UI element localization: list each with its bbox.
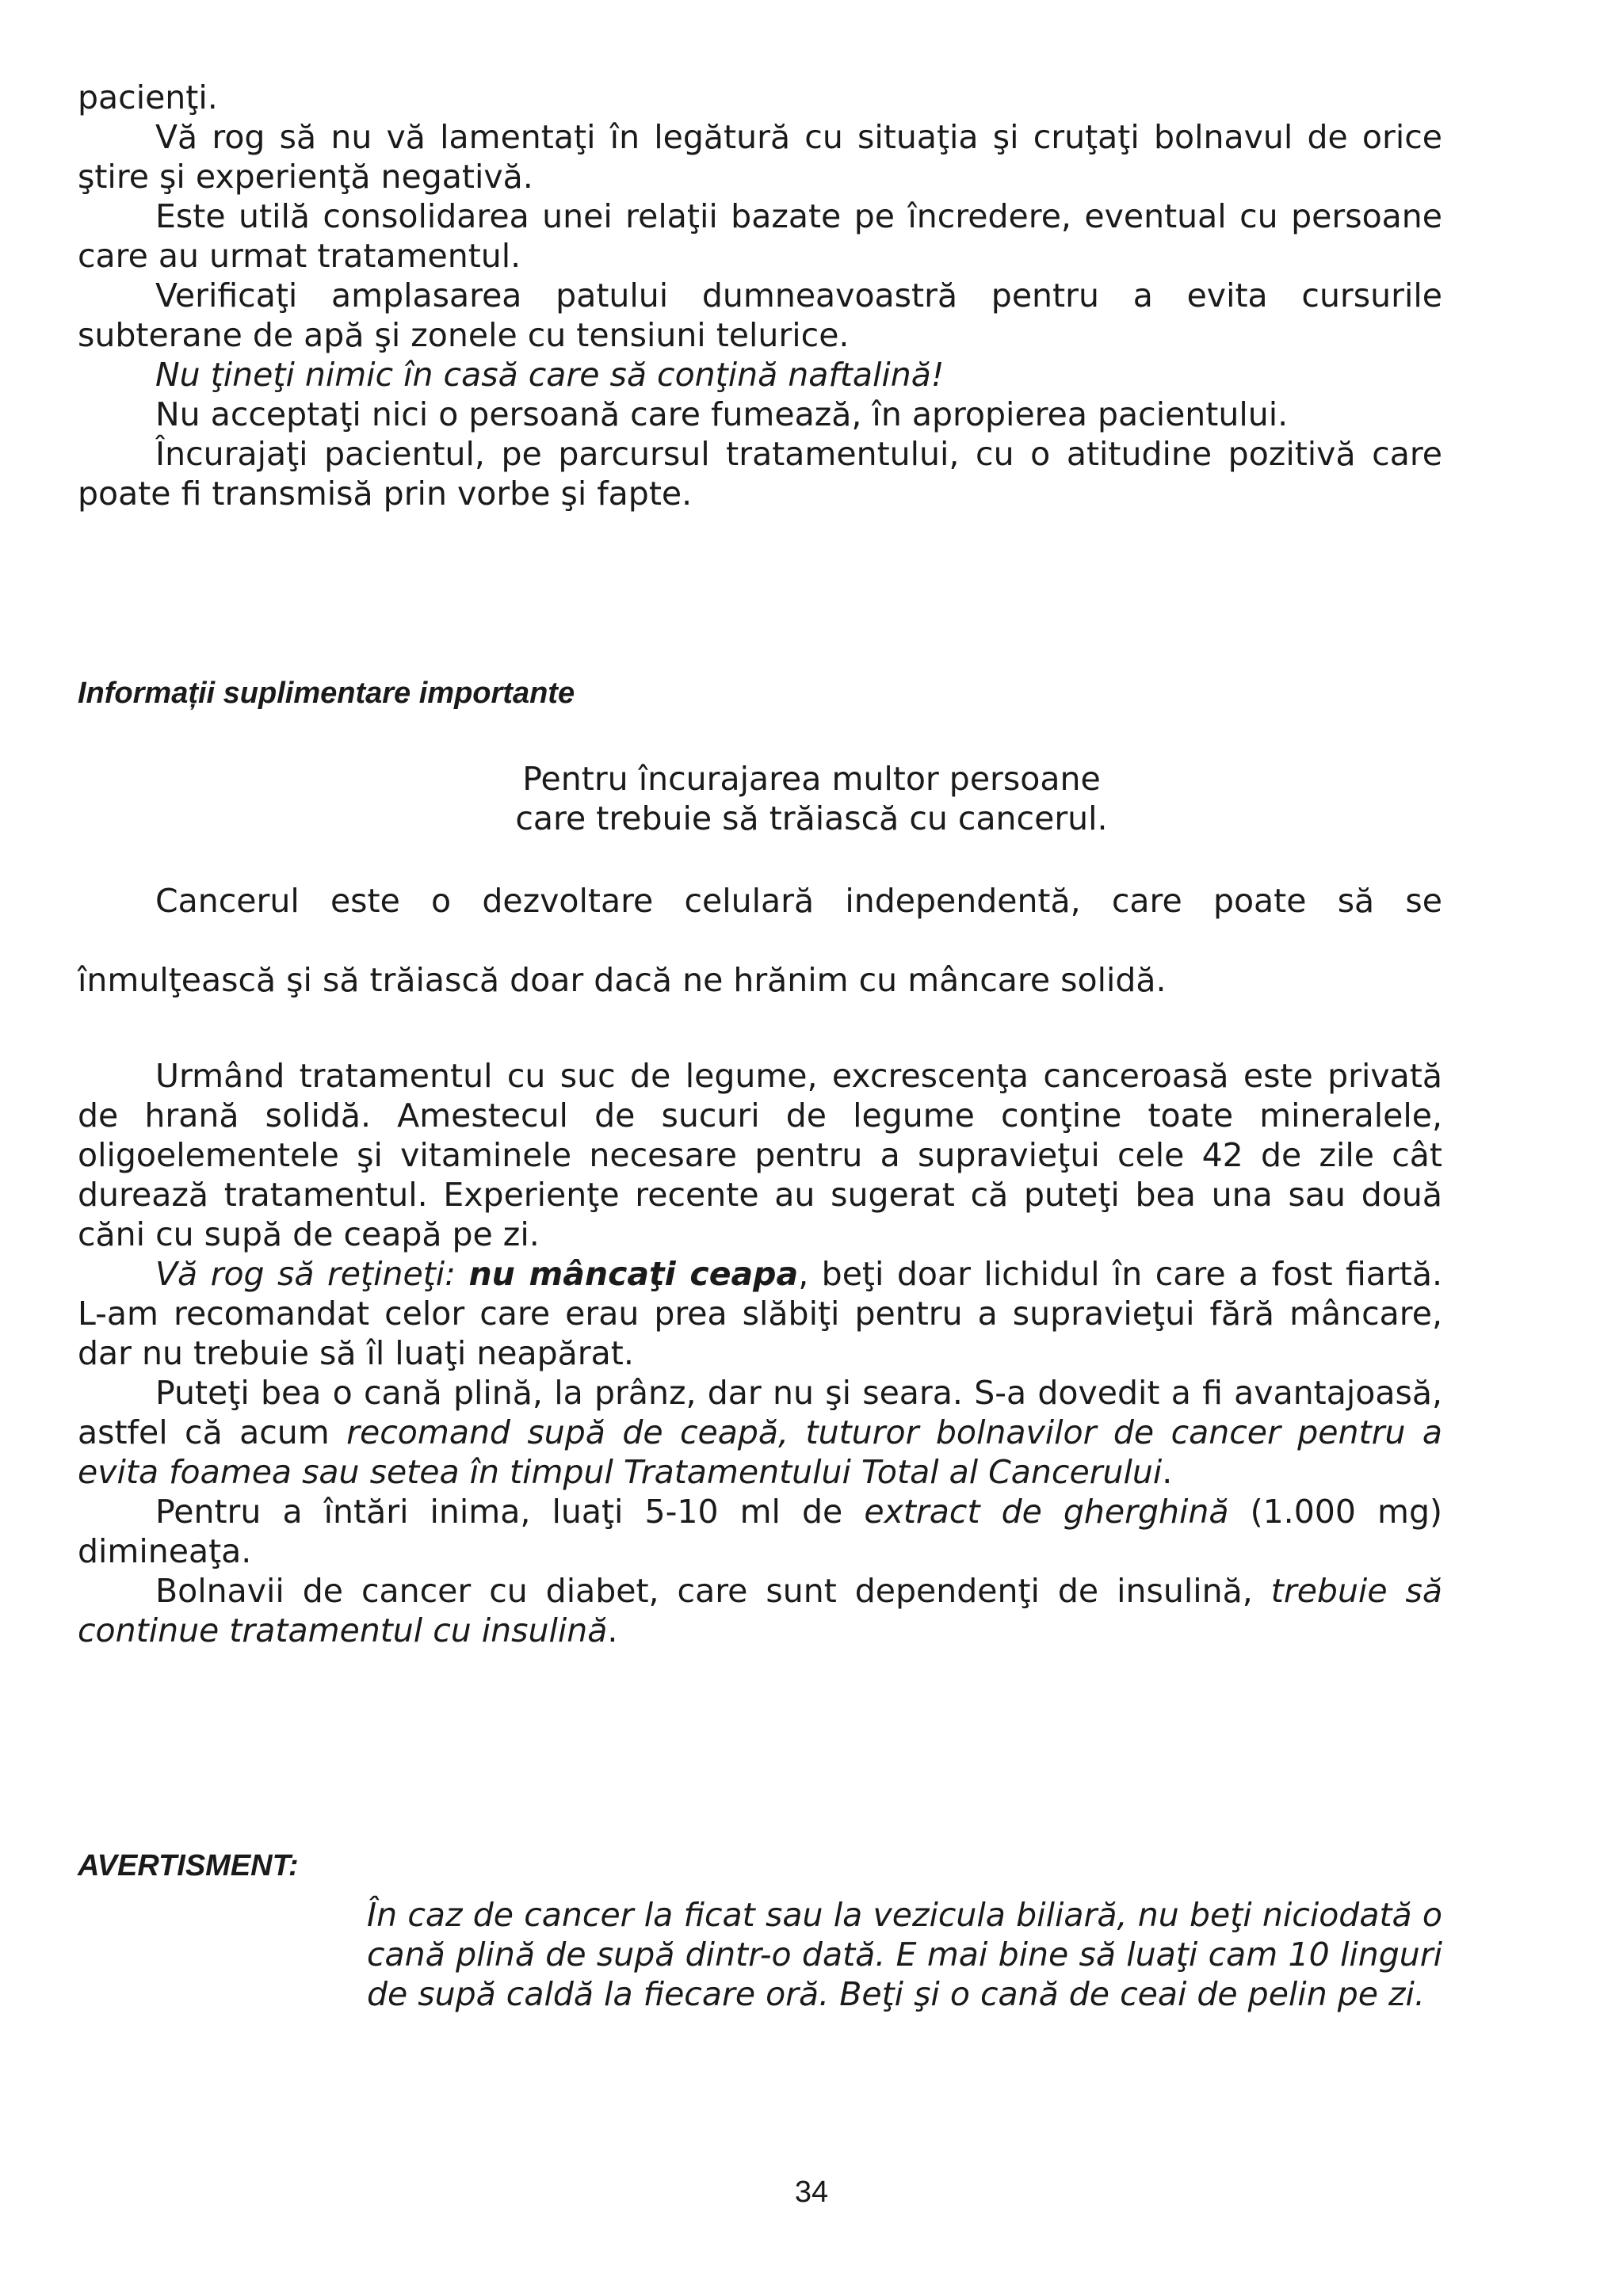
- plain-text: .: [607, 1611, 618, 1650]
- cancer-definition-line-1: Cancerul este o dezvoltare celulară independentă, care poate să se: [155, 882, 1442, 920]
- paragraph-onion-soup: [78, 1373, 1442, 1492]
- italic-text: extract de gherghină: [864, 1493, 1229, 1531]
- dedication-line-2: care trebuie să trăiască cu cancerul.: [515, 799, 1108, 837]
- paragraph-vegetable-juice: Urmând tratamentul cu suc de legume, excrescenţa canceroasă este privată de hrană solidă. Amestecul de sucuri de legume conţine toate mineralele, oligoelementele şi vitaminele necesare pentru a supravieţui cele 42 de zile cât durează tratamentul. Experienţe recente au sugerat că puteţi bea una sau două căni cu supă de ceapă pe zi.: [78, 1057, 1442, 1253]
- cancer-definition-paragraph: [78, 881, 1442, 1000]
- paragraph-heart-extract: [78, 1492, 1442, 1571]
- plain-text: Pentru a întări inima, luaţi 5-10 ml de: [155, 1493, 843, 1531]
- paragraph-bed-placement: Verificaţi amplasarea patului dumneavoastră pentru a evita cursurile subterane de apă şi zonele cu tensiuni telurice.: [78, 277, 1442, 354]
- paragraph-encourage-patient: Încurajaţi pacientul, pe parcursul tratamentului, cu o atitudine pozitivă care poate fi transmisă prin vorbe şi fapte.: [78, 435, 1442, 513]
- plain-text: , beţi doar lichidul în care a fost fiartă. L-am recomandat celor care erau prea slăbiţi pentru a supravieţui fără mâncare, dar nu trebuie să îl luaţi neapărat.: [78, 1255, 1443, 1372]
- patient-care-section: [78, 78, 1442, 513]
- bold-italic-text: nu mâncaţi ceapa: [468, 1255, 799, 1293]
- plain-text: Bolnavii de cancer cu diabet, care sunt dependenţi de insulină,: [155, 1572, 1253, 1610]
- plain-text: .: [1162, 1453, 1173, 1491]
- paragraph-diabetes-insulin: [78, 1571, 1442, 1650]
- paragraph-no-lamenting: Vă rog să nu vă lamentaţi în legătură cu situaţia şi cruţaţi bolnavul de orice ştire şi experienţă negativă.: [78, 118, 1442, 196]
- italic-text: trebuie să continue tratamentul cu insulină: [78, 1572, 1443, 1650]
- warning-text: În caz de cancer la ficat sau la vezicula biliară, nu beţi niciodată o cană plină de supă dintr-o dată. E mai bine să luaţi cam 10 linguri de supă caldă la fiecare oră. Beţi şi o cană de ceai de pelin pe zi.: [367, 1896, 1442, 2013]
- paragraph-no-smokers: Nu acceptaţi nici o persoană care fumează, în apropierea pacientului.: [155, 395, 1289, 433]
- warning-text-block: [367, 1895, 1442, 2014]
- italic-text: recomand supă de ceapă, tuturor bolnavilor de cancer pentru a evita foamea sau setea în timpul Tratamentului Total al Cancerului: [78, 1413, 1442, 1491]
- paragraph-naphthalene-warning: [78, 355, 1442, 395]
- italic-text: Vă rog să reţineţi:: [155, 1255, 456, 1293]
- paragraph-continuation: pacienţi.: [78, 78, 218, 116]
- paragraph-onion-note: [78, 1254, 1442, 1373]
- warning-heading: AVERTISMENT:: [78, 1849, 299, 1882]
- treatment-section: [78, 1056, 1442, 1650]
- plain-text: Puteţi bea o cană plină, la prânz, dar nu şi seara. S-a dovedit a fi avantajoasă, astfel că acum: [78, 1374, 1442, 1451]
- paragraph-trust-relationship: Este utilă consolidarea unei relaţii bazate pe încredere, eventual cu persoane care au urmat tratamentul.: [78, 197, 1442, 275]
- page-number: 34: [794, 2176, 829, 2209]
- cancer-definition-line-2: înmulţească şi să trăiască doar dacă ne hrănim cu mâncare solidă.: [78, 961, 1167, 999]
- dedication-line-1: Pentru încurajarea multor persoane: [522, 760, 1101, 798]
- dedication: [0, 759, 1623, 838]
- section-heading-info: Informații suplimentare importante: [78, 677, 575, 710]
- plain-text: (1.000 mg) dimineaţa.: [78, 1493, 1442, 1570]
- italic-text: Nu ţineţi nimic în casă care să conţină naftalină!: [155, 356, 945, 394]
